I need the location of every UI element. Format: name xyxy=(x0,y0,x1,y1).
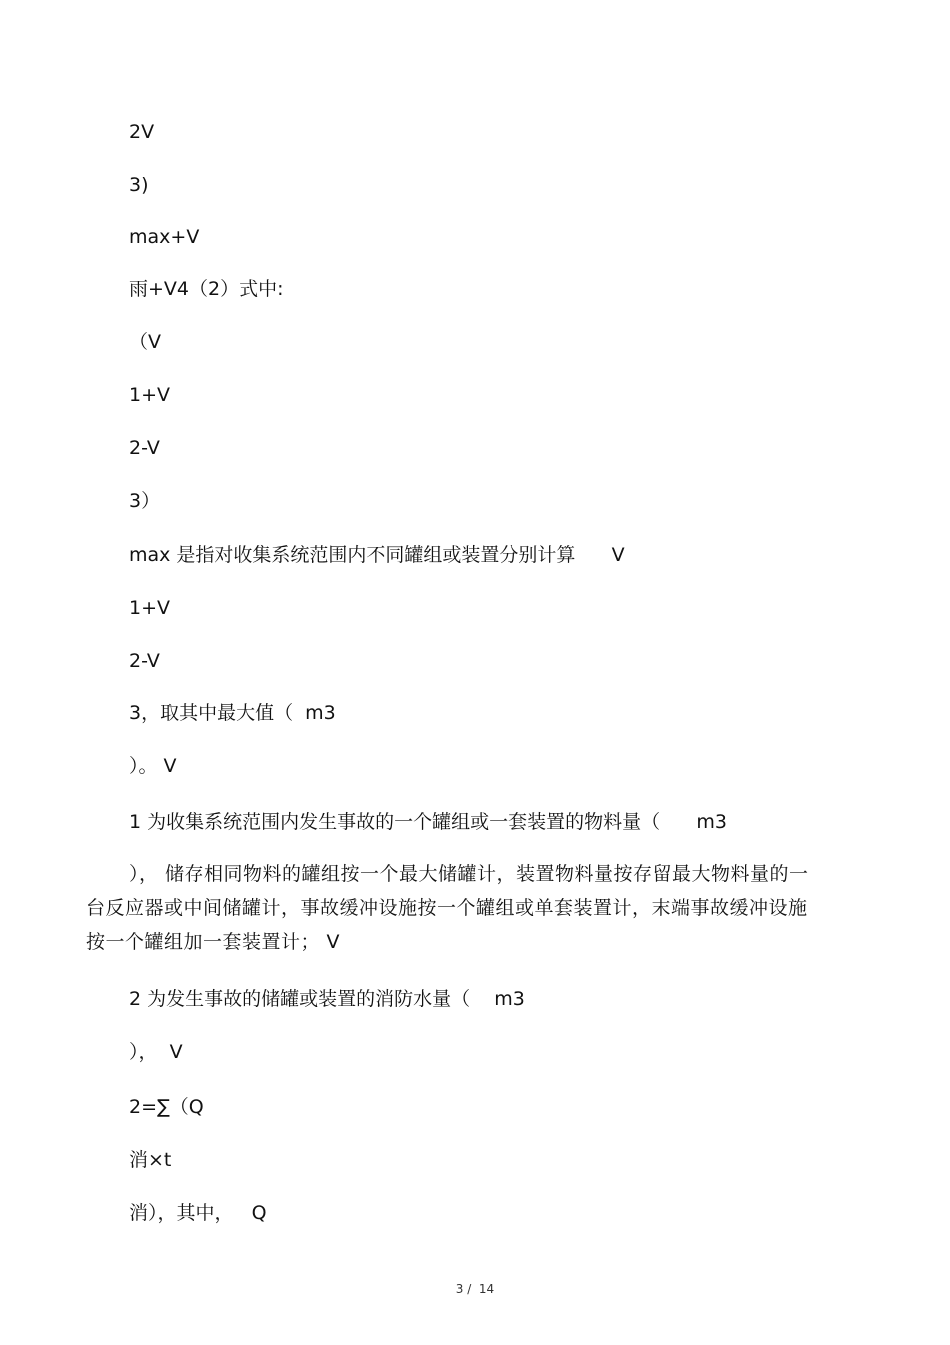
text-line: 3) xyxy=(129,174,149,196)
text-line: （V xyxy=(129,331,161,353)
text-line: ）。 V xyxy=(129,755,177,777)
text-line: 2 为发生事故的储罐或装置的消防水量（ m3 xyxy=(129,988,525,1010)
text-line: 雨+V4（2）式中: xyxy=(129,278,284,300)
text-line: 2=∑（Q xyxy=(129,1096,204,1118)
text-line: max 是指对收集系统范围内不同罐组或装置分别计算 V xyxy=(129,544,625,566)
text-line: 3，取其中最大值（ m3 xyxy=(129,702,336,724)
text-line: ）， V xyxy=(129,1041,183,1063)
text-line: 1+V xyxy=(129,597,171,619)
text-line: 1 为收集系统范围内发生事故的一个罐组或一套装置的物料量（ m3 xyxy=(129,811,727,833)
text-line: 消），其中， Q xyxy=(129,1202,267,1224)
text-line: 2-V xyxy=(129,650,160,672)
text-line: 1+V xyxy=(129,384,171,406)
text-line: 2-V xyxy=(129,437,160,459)
page-number: 3 / 14 xyxy=(455,1282,495,1296)
text-line: 3） xyxy=(129,490,161,512)
text-line: 消×t xyxy=(129,1149,172,1171)
text-line: 2V xyxy=(129,121,155,143)
paragraph: ）， 储存相同物料的罐组按一个最大储罐计，装置物料量按存留最大物料量的一台反应器或中间储罐计，事故缓冲设施按一个罐组或单套装置计，末端事故缓冲设施按一个罐组加一套装置计； V xyxy=(86,863,809,953)
text-line: max+V xyxy=(129,226,200,248)
